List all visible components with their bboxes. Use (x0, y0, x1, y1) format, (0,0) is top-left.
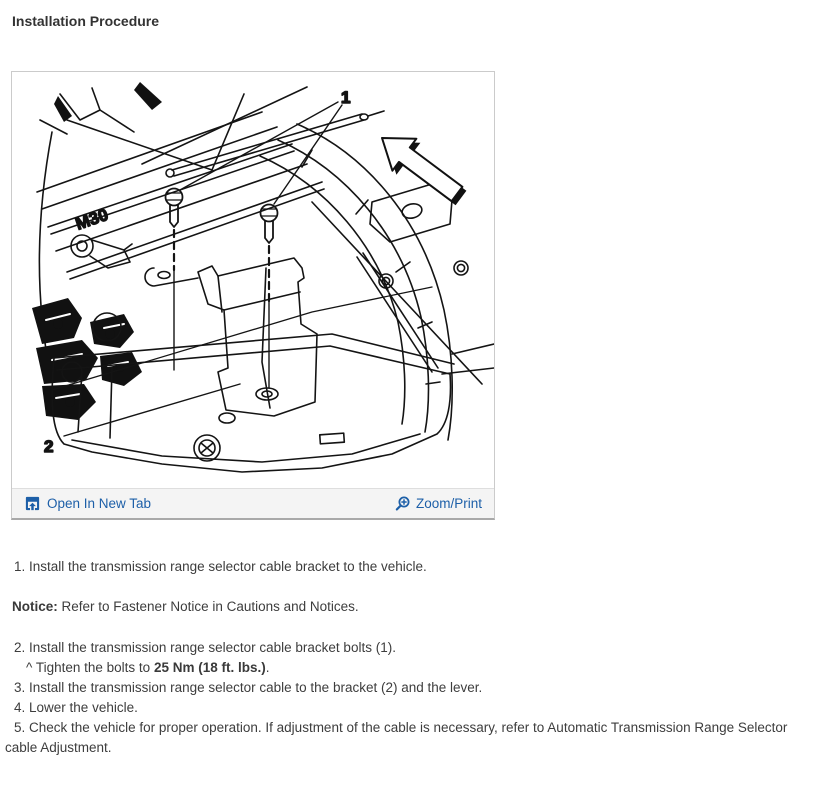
zoom-print-label: Zoom/Print (415, 496, 482, 511)
procedure-text (0, 557, 788, 758)
step-1-text: Install the transmission range selector cable bracket to the vehicle. (29, 559, 427, 574)
step-4-text: Lower the vehicle. (29, 700, 138, 715)
step-5 (5, 718, 788, 758)
notice-text: Refer to Fastener Notice in Cautions and Notices. (57, 599, 359, 614)
torque-note-post: . (265, 660, 270, 675)
zoom-print-link[interactable] (394, 496, 482, 512)
figure-panel (11, 71, 495, 520)
step-2-text: Install the transmission range selector cable bracket bolts (1). (29, 640, 396, 655)
chain-sprocket-area (32, 298, 142, 420)
torque-note-value: 25 Nm (18 ft. lbs.) (153, 660, 266, 675)
open-in-new-tab-link[interactable] (24, 495, 151, 512)
bolt-1a (166, 189, 183, 371)
callout-2-label: 2 (44, 437, 54, 456)
step-1 (5, 557, 788, 577)
step-2 (5, 638, 788, 658)
notice-label: Notice: (12, 599, 58, 614)
torque-note (5, 658, 788, 678)
torque-note-pre: Tighten the bolts to (32, 660, 154, 675)
callout-1-label: 1 (341, 88, 351, 107)
step-3-number: 3. (14, 680, 26, 695)
zoom-print-icon (394, 496, 410, 512)
notice (12, 597, 788, 617)
torque-note-caret: ^ (26, 660, 33, 675)
step-4-number: 4. (14, 700, 26, 715)
step-3-text: Install the transmission range selector cable to the bracket (2) and the lever. (29, 680, 483, 695)
step-2-number: 2. (14, 640, 26, 655)
bolt-1b (261, 205, 278, 389)
shift-rod (166, 111, 384, 177)
open-in-new-tab-label: Open In New Tab (47, 496, 152, 511)
transmission-line-drawing (12, 72, 494, 488)
step-3 (5, 678, 788, 698)
step-4 (5, 698, 788, 718)
case-label-m30: M30 (73, 205, 111, 234)
page-title: Installation Procedure (12, 13, 160, 29)
bell-housing (260, 124, 494, 440)
transmission-diagram (12, 72, 494, 488)
step-5-text: Check the vehicle for proper operation. If adjustment of the cable is necessary, refer to Automatic Transmission Range Selector cable Adjustment. (5, 720, 788, 755)
open-in-new-tab-icon (24, 495, 41, 512)
step-1-number: 1. (14, 559, 26, 574)
figure-toolbar (12, 488, 494, 518)
callout-1 (180, 88, 350, 204)
step-5-number: 5. (14, 720, 26, 735)
